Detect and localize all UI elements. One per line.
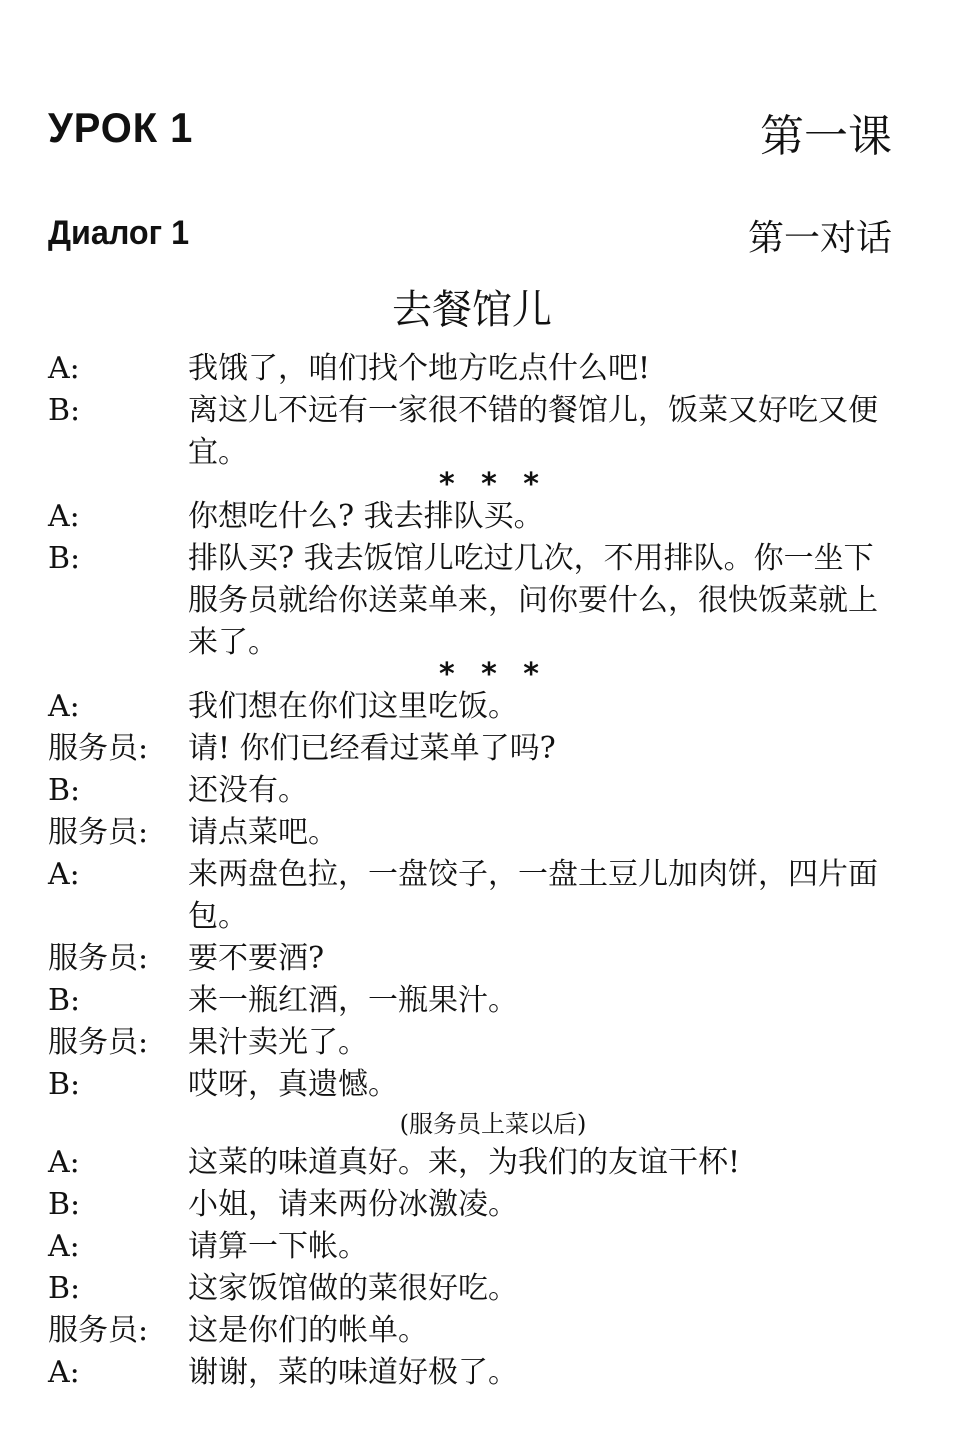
speaker-label: A: (48, 351, 80, 386)
line-text: 请! 你们已经看过菜单了吗? (188, 731, 556, 766)
speaker-label: B: (48, 1187, 81, 1222)
speaker-label: A: (48, 1145, 80, 1180)
dialogue-line (48, 1064, 898, 1106)
speaker-label: 服务员: (48, 731, 149, 766)
speaker-label: B: (48, 393, 81, 428)
line-text: 我饿了，咱们找个地方吃点什么吧! (188, 351, 651, 386)
line-text: 小姐，请来两份冰激凌。 (188, 1187, 518, 1222)
line-text: 来一瓶红酒，一瓶果汁。 (188, 983, 518, 1018)
line-text: 这家饭馆做的菜很好吃。 (188, 1271, 518, 1306)
speaker-label: B: (48, 541, 81, 576)
stage-direction: (服务员上菜以后) (399, 1110, 587, 1138)
speaker-label: 服务员: (48, 1025, 149, 1060)
dialogue-line (48, 770, 898, 812)
dialogue-line (48, 348, 898, 390)
line-text: 我们想在你们这里吃饭。 (188, 689, 518, 724)
dialogue-line (48, 538, 898, 664)
line-text: 这菜的味道真好。来，为我们的友谊干杯! (188, 1145, 741, 1180)
speaker-label: B: (48, 1067, 81, 1102)
speaker-label: 服务员: (48, 1313, 149, 1348)
speaker-label: A: (48, 1355, 80, 1390)
dialog-title: 去餐馆儿 (392, 287, 552, 333)
dialogue-line (48, 1352, 898, 1394)
dialogue-line (48, 854, 898, 938)
dialogue-line (48, 686, 898, 728)
line-text: 要不要酒? (188, 941, 325, 976)
dialogue-line (48, 812, 898, 854)
line-text: 请点菜吧。 (188, 815, 338, 850)
line-text: 你想吃什么? 我去排队买。 (188, 499, 544, 534)
speaker-label: B: (48, 773, 81, 808)
line-text: 哎呀，真遗憾。 (188, 1067, 398, 1102)
section-separator: * * * (439, 467, 547, 502)
dialog-heading-ru: Диалог 1 (48, 214, 190, 252)
dialog-heading-zh: 第一对话 (747, 218, 892, 259)
dialogue-line (48, 1184, 898, 1226)
dialogue-line (48, 728, 898, 770)
dialogue-line (48, 938, 898, 980)
lesson-title-zh: 第一课 (760, 111, 892, 162)
line-text: 请算一下帐。 (188, 1229, 368, 1264)
dialogue-line (48, 1226, 898, 1268)
dialogue-line (48, 980, 898, 1022)
speaker-label: A: (48, 1229, 80, 1264)
line-text: 来两盘色拉，一盘饺子，一盘土豆儿加肉饼，四片面包。 (188, 857, 878, 934)
dialogue-line (48, 1022, 898, 1064)
dialogue-line (48, 1142, 898, 1184)
line-text: 谢谢，菜的味道好极了。 (188, 1355, 518, 1390)
speaker-label: A: (48, 499, 80, 534)
dialogue-line (48, 1310, 898, 1352)
speaker-label: B: (48, 983, 81, 1018)
speaker-label: A: (48, 857, 80, 892)
dialogue-line (48, 496, 898, 538)
dialogue (48, 348, 898, 1394)
section-separator: * * * (439, 657, 547, 692)
line-text: 这是你们的帐单。 (188, 1313, 428, 1348)
dialogue-line (48, 390, 898, 474)
line-text: 果汁卖光了。 (188, 1025, 368, 1060)
dialogue-line (48, 1268, 898, 1310)
speaker-label: 服务员: (48, 815, 149, 850)
line-text: 还没有。 (188, 773, 308, 808)
speaker-label: B: (48, 1271, 81, 1306)
line-text: 排队买? 我去饭馆儿吃过几次，不用排队。你一坐下服务员就给你送菜单来，问你要什么，很快饭菜就上来了。 (188, 541, 878, 660)
speaker-label: 服务员: (48, 941, 149, 976)
line-text: 离这儿不远有一家很不错的餐馆儿，饭菜又好吃又便宜。 (188, 393, 878, 470)
speaker-label: A: (48, 689, 80, 724)
lesson-title-ru: УРОК 1 (48, 104, 194, 151)
